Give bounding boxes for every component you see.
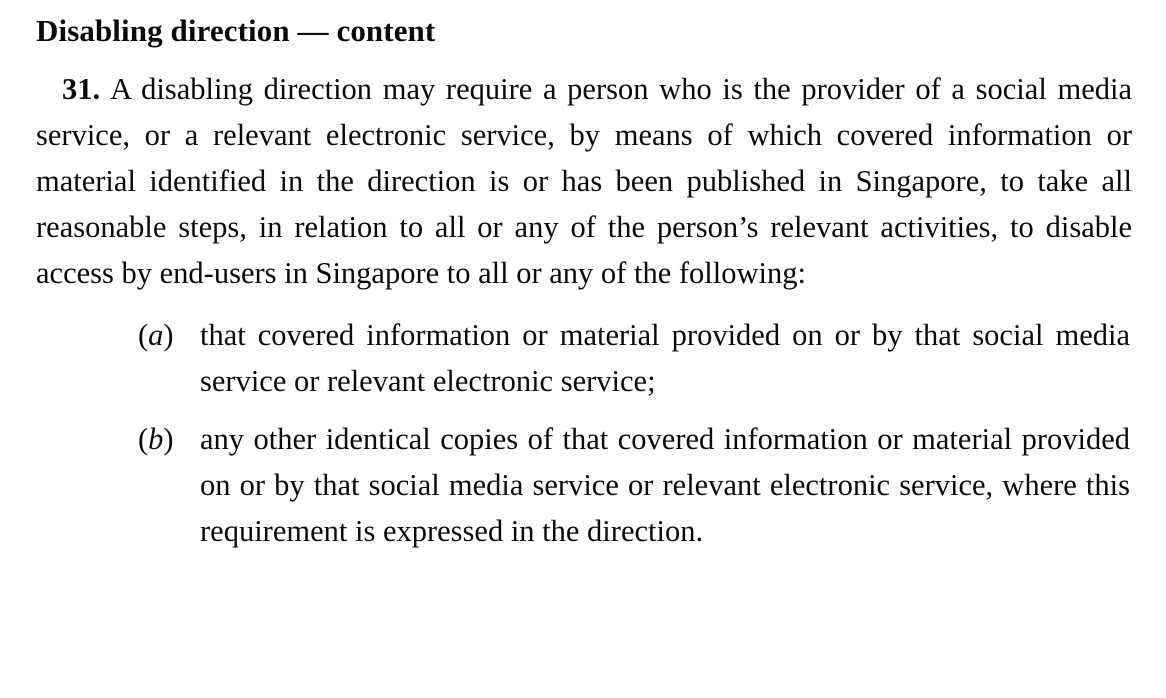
subparagraph-label-b: (b) — [138, 422, 174, 457]
paragraph-number: 31. — [62, 72, 101, 107]
subparagraph-letter-a: a — [148, 318, 164, 353]
page-title: Disabling direction — content — [36, 13, 436, 48]
subparagraph-letter-b: b — [148, 422, 164, 457]
paragraph-31 — [36, 66, 1134, 296]
subparagraph-text-b: any other identical copies of that covered information or material provided on or by that social media service or relevant electronic service, where this requirement is expressed in the direction. — [200, 422, 1130, 549]
list-item — [36, 312, 1134, 404]
subparagraph-label-a: (a) — [138, 318, 174, 353]
subparagraph-list — [36, 312, 1134, 554]
subparagraph-text-a: that covered information or material provided on or by that social media service or relevant electronic service; — [200, 318, 1130, 399]
list-item — [36, 416, 1134, 554]
paragraph-text: A disabling direction may require a person who is the provider of a social media service, or a relevant electronic service, by means of which covered information or material identified in the direction is or has been published in Singapore, to take all reasonable steps, in relation to all or any of the person’s relevant activities, to disable access by end-users in Singapore to all or any of the following: — [36, 72, 1132, 291]
